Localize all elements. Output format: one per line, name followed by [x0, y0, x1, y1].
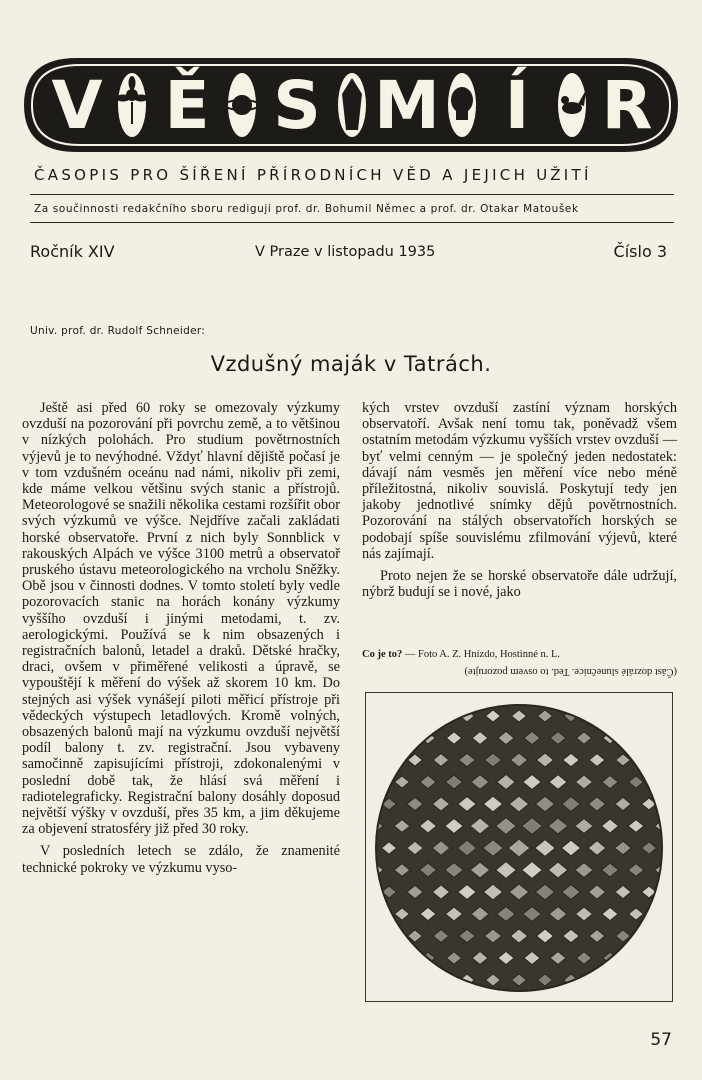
place-date: V Praze v listopadu 1935	[255, 244, 436, 260]
magazine-subtitle: ČASOPIS PRO ŠÍŘENÍ PŘÍRODNÍCH VĚD A JEJICH UŽITÍ	[34, 166, 592, 184]
masthead-letter-e: Ě	[164, 67, 210, 144]
paragraph: Ještě asi před 60 roky se omezovaly výzkumy ovzduší na pozorování při povrchu země, a to většinou v nízkých polohách. Pro studium povětrnostních výjevů je to nevýhodné. Vždyť hlavní dějiště počasí je v tom vzdušném oceánu nad námi, nikoliv při zemi, kde máme velkou většinu svých stanic a přístrojů. Meteorologové se snažili několika cestami rozšířit obor svých výzkumů ve výšce. Nejdříve začali zakládati horské observatoře. První z nich byly Sonnblick v rakouských Alpách ve výšce 3100 metrů a observatoř pruského ústavu meteorologického na vrcholu Sněžky. Obě jsou v činnosti dodnes. V tomto století byly vedle pozorovacích stanic na horách konány výzkumy vyššího ovzduší i jinými metodami, t. zv. aerologickými. Používá se k nim obsazených i registračních balonů, letadel a draků. Dětské hračky, draci, ovšem v přiměřené velikosti a úpravě, se vypouštějí k měření do výšek až skorem 10 km. Do stejných asi výšek vynášejí piloti měřicí přístroje při vědeckých výstupech letadlových. Kromě volných, obsazených balonů mají na výzkumu ovzduší největší podíl balony t. zv. registrační. Jsou vybaveny samočinně zapisujícími přístroji, zdokonalenými v poslední době tak, že hlásí svá měření i radiotelegraficky. Registrační balony dosáhly doposud největší výšky v ovzduší, přes 35 km, a jim děkujeme za objevení stratosféry již před 30 roky.	[22, 400, 340, 838]
header-rule-bottom	[30, 222, 674, 223]
caption-credit: — Foto A. Z. Hnízdo, Hostinné n. L.	[402, 649, 561, 660]
paragraph: kých vrstev ovzduší zastíní význam horských observatoří. Avšak není tomu tak, poněvadž všem ostatním metodám výzkumu vyšších vrstev ovzduší — byť velmi cenným — je společný jeden nedostatek: dávají nám vesměs jen měření více nebo méně příležitostná, nikoliv souvislá. Poskytují tedy jen jakoby jednotlivé snímky dějů povětrnostních. Pozorování na stálých observatořích horských se podobají spíše souvislému zfilmování výjevů, které nás zajímají.	[362, 400, 677, 562]
paragraph: Proto nejen že se horské observatoře dále udržují, nýbrž budují se i nové, jako	[362, 568, 677, 601]
masthead-letter-m: M	[374, 67, 440, 144]
masthead	[22, 50, 680, 160]
article-author: Univ. prof. dr. Rudolf Schneider:	[30, 325, 206, 337]
header-rule-top	[30, 194, 674, 195]
editors-line: Za součinnosti redakčního sboru rediguji prof. dr. Bohumil Němec a prof. dr. Otakar Matoušek	[34, 203, 579, 215]
issue-number: Číslo 3	[613, 242, 667, 261]
photo-caption	[362, 648, 677, 678]
sunflower-photo	[365, 692, 673, 1002]
article-column-right	[362, 400, 677, 600]
caption-answer-upside-down: (Část dozrálé slunečnice. Ted. to osvem pozorujte)	[464, 666, 677, 677]
article-title: Vzdušný maják v Tatrách.	[210, 352, 492, 376]
paragraph: V posledních letech se zdálo, že znamenité technické pokroky ve výzkumu vyso-	[22, 843, 340, 876]
masthead-letter-s: S	[273, 67, 321, 144]
article-column-left	[22, 400, 340, 876]
masthead-letter-i: Í	[504, 67, 530, 144]
caption-question: Co je to?	[362, 649, 403, 660]
masthead-letter-v: V	[51, 67, 103, 144]
masthead-letter-r: R	[601, 67, 653, 144]
volume-label: Ročník XIV	[30, 242, 115, 261]
sunflower-image	[366, 693, 672, 1001]
page-number: 57	[650, 1030, 672, 1050]
masthead-wordmark	[349, 105, 353, 106]
issue-info	[30, 242, 670, 264]
